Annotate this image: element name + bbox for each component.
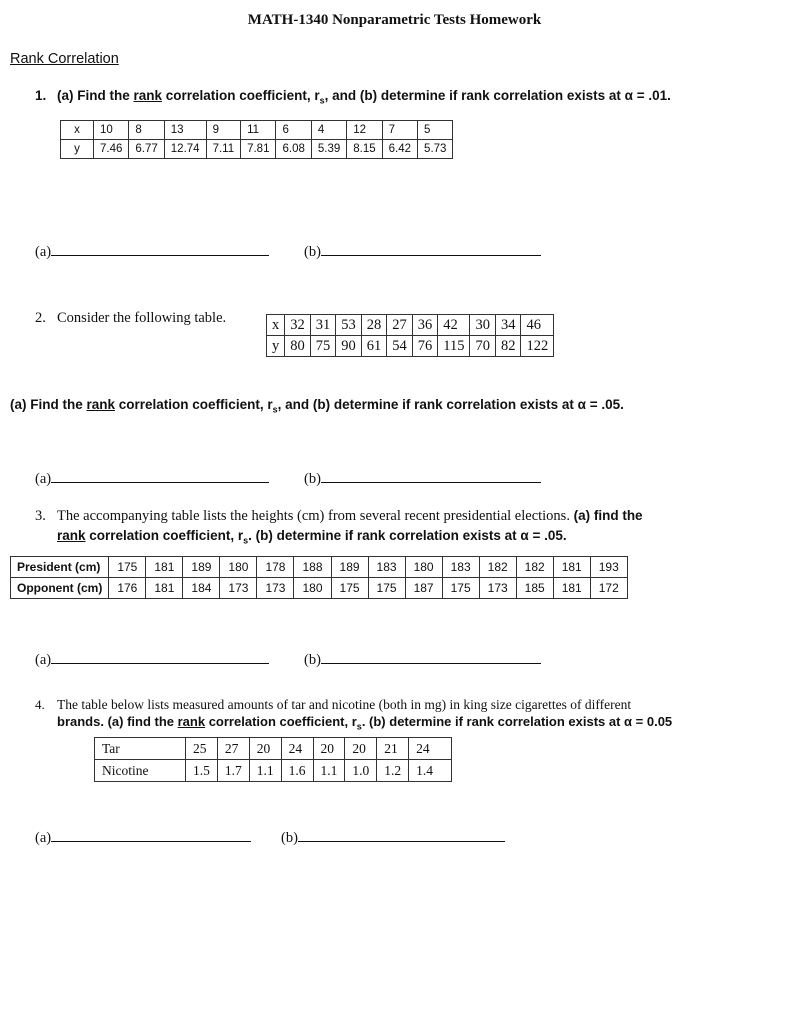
table-cell: 181 — [146, 578, 183, 599]
answer-blank[interactable] — [51, 662, 269, 664]
row-label: x — [267, 315, 285, 336]
table-row-opponent — [11, 578, 628, 599]
table-cell: 30 — [470, 315, 496, 336]
table-cell: 6.42 — [382, 140, 417, 159]
table-cell: 54 — [387, 336, 413, 357]
row-label: Opponent (cm) — [11, 578, 109, 599]
question-1-prompt: 1. (a) Find the rank correlation coefficient, $r_s$, and (b) determine if rank correlation exists at α = .01. — [35, 88, 671, 106]
table-cell: 1.1 — [313, 760, 345, 782]
table-row-y — [61, 140, 453, 159]
table-cell: 189 — [183, 557, 220, 578]
table-cell: 70 — [470, 336, 496, 357]
table-cell: 24 — [281, 738, 313, 760]
question-2-table — [266, 314, 554, 357]
table-cell: 183 — [368, 557, 405, 578]
table-cell: 20 — [345, 738, 377, 760]
table-cell: 175 — [331, 578, 368, 599]
table-cell: 5.73 — [418, 140, 453, 159]
table-cell: 6 — [276, 121, 311, 140]
row-label: y — [267, 336, 285, 357]
table-row-tar — [95, 738, 452, 760]
table-cell: 7.11 — [206, 140, 241, 159]
table-cell: 1.6 — [281, 760, 313, 782]
table-cell: 1.7 — [217, 760, 249, 782]
table-cell: 189 — [331, 557, 368, 578]
table-cell: 27 — [217, 738, 249, 760]
table-cell: 12 — [347, 121, 382, 140]
answer-blank[interactable] — [51, 840, 251, 842]
table-cell: 11 — [241, 121, 276, 140]
table-cell: 7.81 — [241, 140, 276, 159]
question-number: 3. — [35, 508, 46, 524]
table-cell: 180 — [405, 557, 442, 578]
table-cell: 10 — [94, 121, 129, 140]
table-cell: 13 — [164, 121, 206, 140]
table-row-x — [61, 121, 453, 140]
table-cell: 184 — [183, 578, 220, 599]
table-cell: 188 — [294, 557, 331, 578]
table-cell: 12.74 — [164, 140, 206, 159]
table-cell: 181 — [553, 578, 590, 599]
table-cell: 21 — [377, 738, 409, 760]
row-label: Nicotine — [95, 760, 186, 782]
table-cell: 1.0 — [345, 760, 377, 782]
table-cell: 115 — [438, 336, 470, 357]
answer-blank[interactable] — [51, 254, 269, 256]
table-cell: 5.39 — [311, 140, 346, 159]
question-number: 1. — [35, 88, 47, 103]
table-cell: 9 — [206, 121, 241, 140]
table-cell: 4 — [311, 121, 346, 140]
question-number: 2. — [35, 310, 46, 326]
table-cell: 53 — [336, 315, 362, 336]
question-3-prompt: 3. The accompanying table lists the heights (cm) from several recent presidential elections. (a) find the rank correlation coefficient, $r_s$. (b) determine if rank correlation exists at α = .05. — [35, 508, 643, 546]
table-cell: 7 — [382, 121, 417, 140]
table-cell: 122 — [521, 336, 554, 357]
table-cell: 90 — [336, 336, 362, 357]
table-cell: 7.46 — [94, 140, 129, 159]
table-cell: 8.15 — [347, 140, 382, 159]
table-cell: 27 — [387, 315, 413, 336]
answer-blank[interactable] — [298, 840, 505, 842]
table-cell: 1.2 — [377, 760, 409, 782]
table-cell: 80 — [285, 336, 311, 357]
table-cell: 6.08 — [276, 140, 311, 159]
table-cell: 25 — [186, 738, 218, 760]
table-cell: 185 — [516, 578, 553, 599]
question-4-answer-b[interactable]: (b) — [281, 830, 505, 847]
section-heading: Rank Correlation — [10, 51, 119, 67]
question-3-table — [10, 556, 628, 599]
table-cell: 46 — [521, 315, 554, 336]
table-cell: 182 — [479, 557, 516, 578]
table-cell: 20 — [249, 738, 281, 760]
table-cell: 175 — [368, 578, 405, 599]
question-4-table — [94, 737, 452, 782]
table-cell: 181 — [553, 557, 590, 578]
question-4-prompt: 4. The table below lists measured amounts of tar and nicotine (both in mg) in king size cigarettes of different brands. (a) find the rank correlation coefficient, $r_s$. (b) determine if rank correlation exists at α = 0.05 — [35, 697, 673, 732]
table-cell: 172 — [590, 578, 627, 599]
table-cell: 175 — [442, 578, 479, 599]
answer-blank[interactable] — [51, 481, 269, 483]
table-cell: 75 — [310, 336, 336, 357]
table-cell: 181 — [146, 557, 183, 578]
question-1-table — [60, 120, 453, 159]
table-cell: 183 — [442, 557, 479, 578]
table-row-president — [11, 557, 628, 578]
answer-blank[interactable] — [321, 481, 541, 483]
table-cell: 24 — [409, 738, 452, 760]
question-1-answer-a[interactable]: (a) — [35, 244, 269, 261]
question-2-prompt: 2. Consider the following table. — [35, 310, 227, 326]
table-cell: 187 — [405, 578, 442, 599]
table-cell: 176 — [109, 578, 146, 599]
row-label: x — [61, 121, 94, 140]
table-cell: 173 — [257, 578, 294, 599]
table-cell: 20 — [313, 738, 345, 760]
table-cell: 180 — [294, 578, 331, 599]
row-label: President (cm) — [11, 557, 109, 578]
question-3-answer-b[interactable]: (b) — [304, 652, 541, 669]
table-cell: 34 — [495, 315, 521, 336]
question-1-answer-b[interactable]: (b) — [304, 244, 541, 261]
table-cell: 193 — [590, 557, 627, 578]
table-row-y — [267, 336, 554, 357]
question-3-answer-a[interactable]: (a) — [35, 652, 269, 669]
table-cell: 32 — [285, 315, 311, 336]
table-cell: 31 — [310, 315, 336, 336]
table-cell: 1.4 — [409, 760, 452, 782]
table-cell: 76 — [412, 336, 438, 357]
table-row-x — [267, 315, 554, 336]
question-2-instruction: (a) Find the rank correlation coefficient, $r_s$, and (b) determine if rank correlation exists at α = .05. — [10, 397, 624, 415]
table-cell: 28 — [361, 315, 387, 336]
question-2-answer-a[interactable]: (a) — [35, 471, 269, 488]
table-cell: 178 — [257, 557, 294, 578]
table-cell: 1.5 — [186, 760, 218, 782]
table-cell: 175 — [109, 557, 146, 578]
table-cell: 42 — [438, 315, 470, 336]
table-cell: 8 — [129, 121, 164, 140]
table-cell: 180 — [220, 557, 257, 578]
question-4-answer-a[interactable]: (a) — [35, 830, 251, 847]
table-cell: 82 — [495, 336, 521, 357]
table-cell: 61 — [361, 336, 387, 357]
table-cell: 5 — [418, 121, 453, 140]
question-2-answer-b[interactable]: (b) — [304, 471, 541, 488]
answer-blank[interactable] — [321, 254, 541, 256]
row-label: Tar — [95, 738, 186, 760]
page-title: MATH-1340 Nonparametric Tests Homework — [247, 12, 542, 28]
table-cell: 6.77 — [129, 140, 164, 159]
table-cell: 182 — [516, 557, 553, 578]
answer-blank[interactable] — [321, 662, 541, 664]
table-row-nicotine — [95, 760, 452, 782]
table-cell: 173 — [220, 578, 257, 599]
question-number: 4. — [35, 697, 45, 712]
table-cell: 36 — [412, 315, 438, 336]
table-cell: 173 — [479, 578, 516, 599]
table-cell: 1.1 — [249, 760, 281, 782]
row-label: y — [61, 140, 94, 159]
